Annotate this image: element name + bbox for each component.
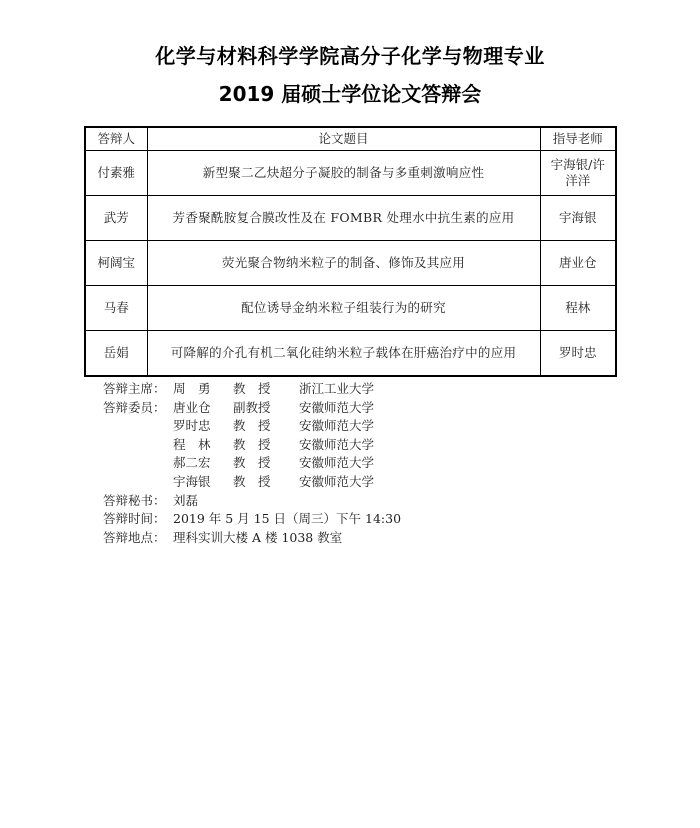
- member-affiliation: 安徽师范大学: [299, 418, 375, 434]
- chair-line: [103, 380, 401, 399]
- table-row: [85, 286, 616, 331]
- place-line: [103, 529, 401, 548]
- student-name: 马春: [85, 286, 147, 331]
- secretary-name: 刘磊: [173, 492, 199, 508]
- thesis-topic: 新型聚二乙炔超分子凝胶的制备与多重刺激响应性: [147, 151, 540, 196]
- member-rank: 教 授: [233, 418, 271, 434]
- member-name: 唐业仓: [173, 399, 211, 415]
- header-topic: 论文题目: [147, 127, 540, 151]
- header-student: 答辩人: [85, 127, 147, 151]
- committee-info: [103, 380, 401, 547]
- secretary-label: 答辩秘书：: [103, 492, 166, 508]
- student-name: 岳娟: [85, 331, 147, 377]
- thesis-topic: 芳香聚酰胺复合膜改性及在 FOMBR 处理水中抗生素的应用: [147, 196, 540, 241]
- member-rank: 教 授: [233, 473, 271, 489]
- thesis-topic: 荧光聚合物纳米粒子的制备、修饰及其应用: [147, 241, 540, 286]
- advisor-name: 宇海银/许洋洋: [540, 151, 616, 196]
- table-header-row: [85, 127, 616, 151]
- document-title: 化学与材料科学学院高分子化学与物理专业: [155, 44, 545, 68]
- member-rank: 副教授: [233, 399, 271, 415]
- member-name: 宇海银: [173, 473, 211, 489]
- thesis-topic: 配位诱导金纳米粒子组装行为的研究: [147, 286, 540, 331]
- student-name: 柯阔宝: [85, 241, 147, 286]
- advisor-name: 程林: [540, 286, 616, 331]
- table-row: [85, 196, 616, 241]
- student-name: 武芳: [85, 196, 147, 241]
- defense-time: 2019 年 5 月 15 日（周三）下午 14:30: [173, 511, 402, 527]
- member-line: [103, 417, 401, 436]
- secretary-line: [103, 492, 401, 511]
- member-name: 罗时忠: [173, 418, 211, 434]
- time-label: 答辩时间：: [103, 511, 166, 527]
- member-rank: 教 授: [233, 455, 271, 471]
- place-label: 答辩地点：: [103, 529, 166, 545]
- member-line: [103, 473, 401, 492]
- chair-label: 答辩主席：: [103, 381, 166, 396]
- chair-affiliation: 浙江工业大学: [299, 381, 375, 396]
- header-advisor: 指导老师: [540, 127, 616, 151]
- member-line: [103, 454, 401, 473]
- defense-schedule-table: [84, 126, 617, 377]
- member-affiliation: 安徽师范大学: [299, 473, 375, 489]
- table-row: [85, 331, 616, 377]
- member-affiliation: 安徽师范大学: [299, 455, 375, 471]
- member-name: 郝二宏: [173, 455, 211, 471]
- student-name: 付素雅: [85, 151, 147, 196]
- member-line: [103, 399, 401, 418]
- advisor-name: 罗时忠: [540, 331, 616, 377]
- member-rank: 教 授: [233, 436, 271, 452]
- defense-place: 理科实训大楼 A 楼 1038 教室: [173, 529, 343, 545]
- member-name: 程 林: [173, 436, 211, 452]
- chair-rank: 教 授: [233, 381, 271, 396]
- member-line: [103, 436, 401, 455]
- member-affiliation: 安徽师范大学: [299, 399, 375, 415]
- time-line: [103, 510, 401, 529]
- members-label: 答辩委员：: [103, 399, 166, 415]
- member-affiliation: 安徽师范大学: [299, 436, 375, 452]
- table-row: [85, 241, 616, 286]
- chair-name: 周 勇: [173, 381, 211, 396]
- advisor-name: 宇海银: [540, 196, 616, 241]
- thesis-topic: 可降解的介孔有机二氧化硅纳米粒子载体在肝癌治疗中的应用: [147, 331, 540, 377]
- table-row: [85, 151, 616, 196]
- advisor-name: 唐业仓: [540, 241, 616, 286]
- document-subtitle: 2019 届硕士学位论文答辩会: [218, 82, 482, 106]
